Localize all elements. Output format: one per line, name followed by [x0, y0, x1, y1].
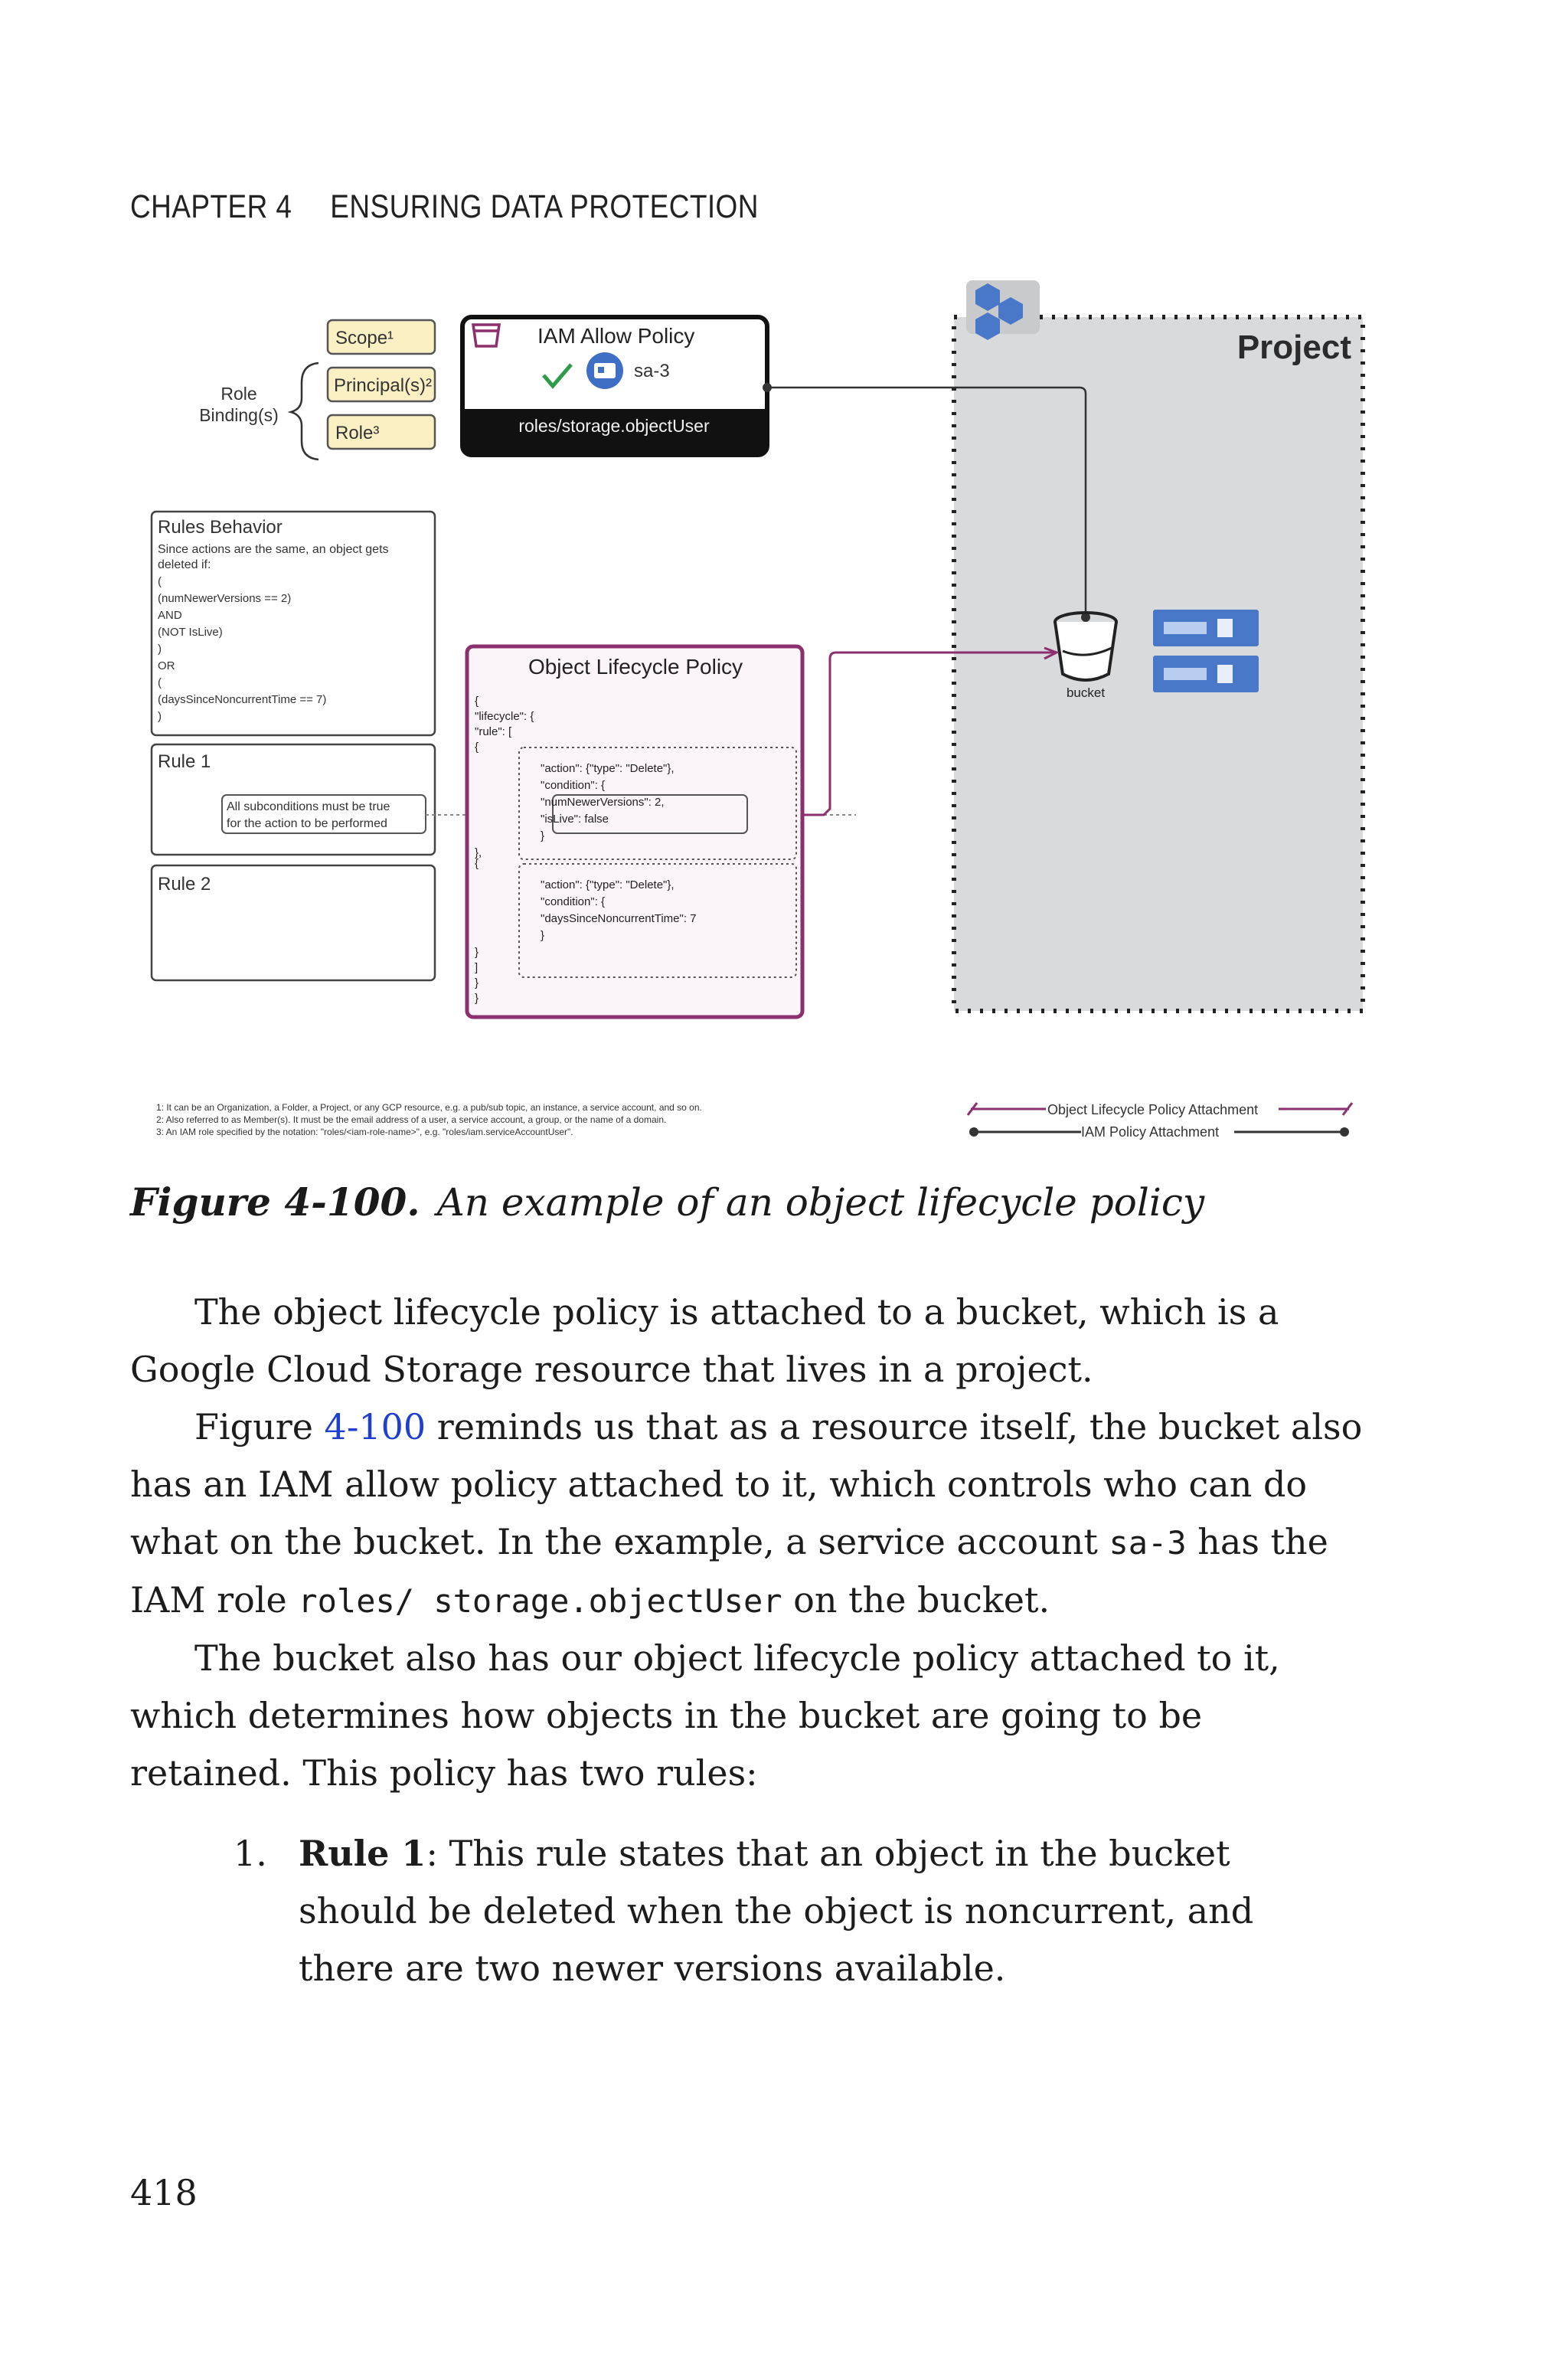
list-number: 1. [234, 1833, 267, 1874]
svg-text:Rule 2: Rule 2 [158, 874, 211, 895]
rule-1-box [152, 744, 435, 855]
iam-allow-policy-card [462, 317, 767, 455]
olp-rule1-line: "condition": { [541, 779, 606, 792]
olp-rule2-line: "daysSinceNoncurrentTime": 7 [541, 912, 697, 925]
figure-link[interactable]: 4-100 [324, 1406, 426, 1447]
svg-text:Principal(s)²: Principal(s)² [334, 375, 433, 396]
olp-json-line: "rule": [ [475, 725, 512, 738]
rules-behavior-code-line: (daysSinceNoncurrentTime == 7) [158, 693, 327, 706]
rules-behavior-code-line: ) [158, 710, 162, 723]
svg-text:Scope¹: Scope¹ [335, 328, 394, 348]
legend-iam: IAM Policy Attachment [1081, 1124, 1220, 1140]
svg-text:1: It can be an Organization,: 1: It can be an Organization, a Folder, a Project, or any GCP resource, e.g. a pub/sub topic, an instance, a service account, and so on. [156, 1102, 702, 1113]
legend [968, 1102, 1352, 1140]
body-text [130, 1284, 1374, 1997]
rules-behavior-code-line: ( [158, 575, 162, 588]
list-bold: Rule 1 [299, 1833, 426, 1874]
olp-json-line: } [475, 992, 479, 1005]
iam-title: IAM Allow Policy [537, 324, 695, 348]
rule-2-box [152, 865, 435, 980]
list-text: : This rule states that an object in the bucket should be deleted when the object is noncurrent, and there are two newer versions available. [299, 1833, 1254, 1989]
rules-behavior-code-line: (numNewerVersions == 2) [158, 592, 292, 605]
code-role: roles/ storage.objectUser [298, 1582, 782, 1620]
olp-rule1-line: } [541, 829, 545, 842]
bucket-label: bucket [1066, 685, 1106, 700]
svg-text:3: An IAM role specified by th: 3: An IAM role specified by the notation: "roles/<iam-role-name>", e.g. "roles/iam.serviceAccountUser". [156, 1127, 573, 1137]
object-lifecycle-policy-card [467, 646, 802, 1017]
olp-json-line: } [475, 946, 479, 959]
code-sa-3: sa-3 [1109, 1524, 1187, 1562]
olp-json-line: { [475, 695, 479, 708]
rules-behavior-code-line: ( [158, 676, 162, 689]
olp-rule2-line: "action": {"type": "Delete"}, [541, 878, 675, 891]
iam-role: roles/storage.objectUser [518, 416, 710, 436]
olp-rule1-line: "isLive": false [541, 813, 609, 826]
olp-rule1-line: "numNewerVersions": 2, [541, 796, 665, 809]
svg-text:2: Also referred to as Member(: 2: Also referred to as Member(s). It must be the email address of a user, a service account, a group, or the name of a domain. [156, 1114, 667, 1125]
olp-json-line: ] [475, 961, 479, 974]
svg-text:Rules Behavior: Rules Behavior [158, 517, 283, 538]
figure-caption [130, 1179, 1204, 1225]
svg-text:deleted if:: deleted if: [158, 558, 211, 571]
svg-text:for the action to be performed: for the action to be performed [227, 817, 387, 830]
olp-json-line: "lifecycle": { [475, 710, 534, 723]
svg-text:Since actions are the same, an: Since actions are the same, an object gets [158, 543, 389, 556]
role-binding-label-2: Binding(s) [199, 405, 279, 425]
olp-json-line: }, [475, 846, 482, 859]
rules-behavior-code-line: AND [158, 609, 182, 622]
figure-number: Figure 4-100. [130, 1179, 420, 1225]
iam-principal: sa-3 [634, 361, 670, 381]
olp-rule1-line: "action": {"type": "Delete"}, [541, 762, 675, 775]
rules-behavior-code-line: (NOT IsLive) [158, 626, 223, 639]
bucket-icon [1055, 613, 1116, 680]
olp-json-line: { [475, 741, 479, 754]
legend-olp: Object Lifecycle Policy Attachment [1047, 1102, 1259, 1117]
paragraph-2: Figure 4-100 reminds us that as a resource itself, the bucket also has an IAM allow policy attached to it, which controls who can do what on the bucket. In the example, a service account sa-3 has the IAM role roles/ storage.objectUser on the bucket. [130, 1406, 1363, 1621]
svg-text:All subconditions must be true: All subconditions must be true [227, 800, 390, 813]
chapter-label: CHAPTER 4 [130, 188, 292, 225]
list-item-rule-1 [130, 1825, 1279, 1997]
project-label: Project [1236, 329, 1351, 366]
rules-behavior-box [152, 512, 435, 735]
role-box [328, 415, 435, 449]
chapter-title: ENSURING DATA PROTECTION [330, 188, 759, 225]
rules-behavior-code-line: ) [158, 643, 162, 656]
svg-text:Role³: Role³ [335, 423, 380, 443]
role-binding-label-1: Role [220, 384, 257, 404]
rules-behavior-code-line: OR [158, 659, 175, 672]
svg-text:Object Lifecycle Policy: Object Lifecycle Policy [528, 655, 743, 679]
service-account-icon [586, 352, 623, 389]
paragraph-1: The object lifecycle policy is attached to a bucket, which is a Google Cloud Storage resource that lives in a project. [130, 1291, 1279, 1390]
svg-text:Rule 1: Rule 1 [158, 751, 211, 772]
olp-rule2-line: "condition": { [541, 895, 606, 908]
role-binding-brace [291, 363, 318, 460]
principals-box [328, 368, 435, 401]
olp-rule2-line: } [541, 929, 545, 942]
olp-json-line: { [475, 857, 479, 870]
project-hexagon-icon [966, 280, 1040, 340]
figure-title: An example of an object lifecycle policy [436, 1180, 1205, 1225]
olp-json-line: } [475, 976, 479, 989]
figure-diagram [0, 0, 1568, 1164]
scope-box [328, 320, 435, 354]
paragraph-3: The bucket also has our object lifecycle policy attached to it, which determines how objects in the bucket are going to be retained. This policy has two rules: [130, 1637, 1280, 1794]
footnotes [156, 1102, 702, 1137]
page-number: 418 [130, 2172, 198, 2213]
